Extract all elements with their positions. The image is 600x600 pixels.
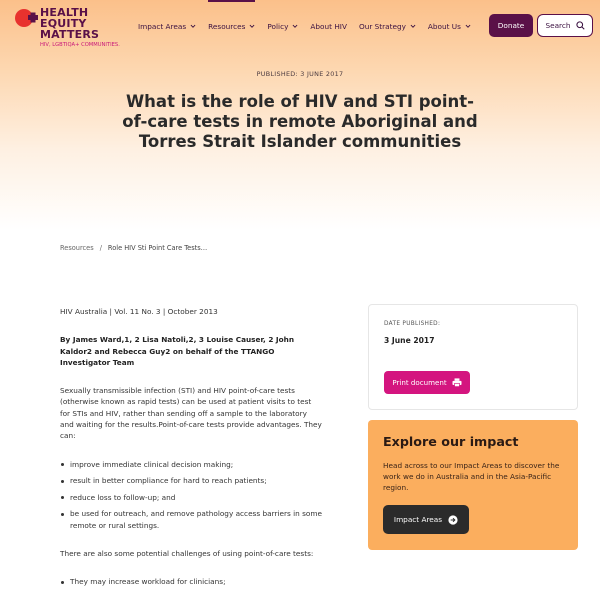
breadcrumb-current: Role HIV Sti Point Care Tests… [107,244,208,252]
list-item: be used for outreach, and remove pathology access barriers in some remote or rural settings. [60,508,322,531]
article-meta: HIV Australia | Vol. 11 No. 3 | October 2013 [60,307,218,316]
advantages-list [60,459,322,531]
nav-item-resources[interactable] [208,20,255,32]
nav-label: About HIV [310,21,347,31]
published-date-heading: PUBLISHED: 3 JUNE 2017 [256,70,344,78]
breadcrumb-link-resources[interactable]: Resources [60,244,94,252]
explore-impact-card [368,420,578,550]
nav-label: Resources [208,21,246,31]
date-published-label: DATE PUBLISHED: [384,321,441,327]
explore-title: Explore our impact [383,434,519,449]
page-title: What is the role of HIV and STI point-of-care tests in remote Aboriginal and Torres Strait Islander communities [122,92,478,151]
nav-item-about-us[interactable] [428,20,471,32]
impact-areas-label: Impact Areas [393,515,443,524]
nav-item-impact-areas[interactable] [138,20,196,32]
search-label: Search [545,21,571,30]
search-icon [576,21,585,30]
nav-item-about-hiv[interactable] [310,20,347,32]
article-body [60,306,322,600]
chevron-down-icon [249,23,255,29]
nav-label: Our Strategy [358,21,406,31]
challenges-list [60,576,322,587]
list-item: They may increase workload for clinicians; [60,576,322,587]
print-document-button[interactable] [384,371,470,394]
article-intro: Sexually transmissible infection (STI) and HIV point-of-care tests (otherwise known as rapid tests) can be used at patient visits to test for STIs and HIV, rather than sending off a sample to the laboratory and waiting for the results.Point-of-care tests provide advantages. They can: [60,386,322,441]
search-button[interactable] [537,14,593,37]
impact-areas-button[interactable] [383,505,469,534]
date-published-value: 3 June 2017 [384,336,435,345]
list-item: reduce loss to follow-up; and [60,492,322,503]
nav-label: Impact Areas [138,21,187,31]
logo-plus-icon [14,6,38,30]
chevron-down-icon [190,23,196,29]
chevron-down-icon [410,23,416,29]
nav-label: About Us [427,21,461,31]
chevron-down-icon [465,23,471,29]
breadcrumb [60,244,207,252]
arrow-right-circle-icon [448,515,458,525]
breadcrumb-separator: / [99,244,102,252]
date-published-card [368,304,578,410]
printer-icon [452,378,462,387]
list-item: improve immediate clinical decision making; [60,459,322,470]
challenges-intro: There are also some potential challenges of using point-of-care tests: [60,549,314,559]
nav-item-policy[interactable] [267,20,298,32]
nav-label: Policy [267,21,289,31]
donate-button[interactable]: Donate [489,14,533,37]
nav-item-our-strategy[interactable] [359,20,416,32]
main-nav [138,20,483,32]
site-logo[interactable] [14,4,124,48]
article-authors: By James Ward,1, 2 Lisa Natoli,2, 3 Louise Causer, 2 John Kaldor2 and Rebecca Guy2 on behalf of the TTANGO Investigator Team [60,335,295,367]
chevron-down-icon [292,23,298,29]
logo-wordmark: HEALTH EQUITY MATTERS [40,6,100,41]
print-label: Print document [392,378,447,387]
explore-text: Head across to our Impact Areas to discover the work we do in Australia and in the Asia-Pacific region. [383,461,560,492]
logo-tagline: HIV, LGBTIQA+ COMMUNITIES. [40,42,120,48]
list-item: result in better compliance for hard to reach patients; [60,475,322,486]
